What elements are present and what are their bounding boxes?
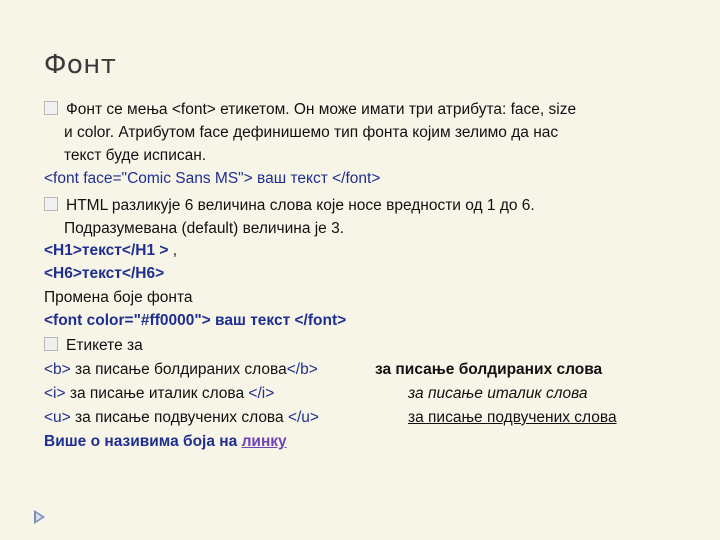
tag-i-result: за писање италик слова: [408, 385, 588, 402]
code-font-color: <font color="#ff0000"> ваш текст </font>: [44, 312, 347, 329]
tag-i-line: [44, 384, 274, 404]
tag-b-line: [44, 360, 318, 380]
bullet-1-text-3: текст буде исписан.: [64, 147, 207, 164]
square-bullet-icon: [44, 197, 58, 211]
square-bullet-icon: [44, 337, 58, 351]
code-h1: <H1>текст</H1 >: [44, 242, 169, 259]
tag-u-open: <u>: [44, 409, 71, 426]
bullet-2-text-2: Подразумевана (default) величина је 3.: [64, 220, 345, 237]
bullet-1-line-1: [44, 100, 576, 120]
square-bullet-icon: [44, 101, 58, 115]
tag-u-close: </u>: [287, 409, 319, 426]
bullet-1-text-1: Фонт се мења <font> етикетом. Он може имати три атрибута: face, size: [66, 101, 577, 118]
code-h6: <H6>текст</H6>: [44, 265, 165, 282]
tag-b-close: </b>: [286, 361, 318, 378]
tag-i-open: <i>: [44, 385, 66, 402]
tag-u-result: за писање подвучених слова: [408, 409, 617, 426]
bullet-2-text-1: HTML разликује 6 величина слова које носе вредности од 1 до 6.: [66, 197, 535, 214]
tag-i-close: </i>: [248, 385, 275, 402]
code-h1-separator: ,: [168, 242, 178, 259]
tag-b-result: за писање болдираних слова: [375, 361, 603, 378]
code-font-face: <font face="Comic Sans MS"> ваш текст </font>: [44, 170, 381, 187]
next-slide-arrow-icon[interactable]: [34, 510, 45, 524]
more-colors-line: [44, 432, 287, 452]
more-colors-text: Више о називима боја на: [44, 433, 242, 450]
tag-u-text: за писање подвучених слова: [70, 409, 288, 426]
bullet-3-text: Етикете за: [66, 337, 143, 354]
bullet-1-text-2: и color. Атрибутом face дефинишемо тип фонта којим зелимо да нас: [64, 124, 559, 141]
tag-i-text: за писање италик слова: [65, 385, 249, 402]
bullet-3-line: [44, 336, 143, 356]
color-line: Промена боје фонта: [44, 289, 193, 306]
tag-u-line: [44, 408, 319, 428]
code-h1-line: [44, 241, 177, 261]
bullet-2-line-1: [44, 196, 535, 216]
slide-title: Фонт: [44, 50, 117, 80]
tag-b-open: <b>: [44, 361, 71, 378]
colors-link[interactable]: линку: [241, 433, 287, 450]
tag-b-text: за писање болдираних слова: [70, 361, 287, 378]
